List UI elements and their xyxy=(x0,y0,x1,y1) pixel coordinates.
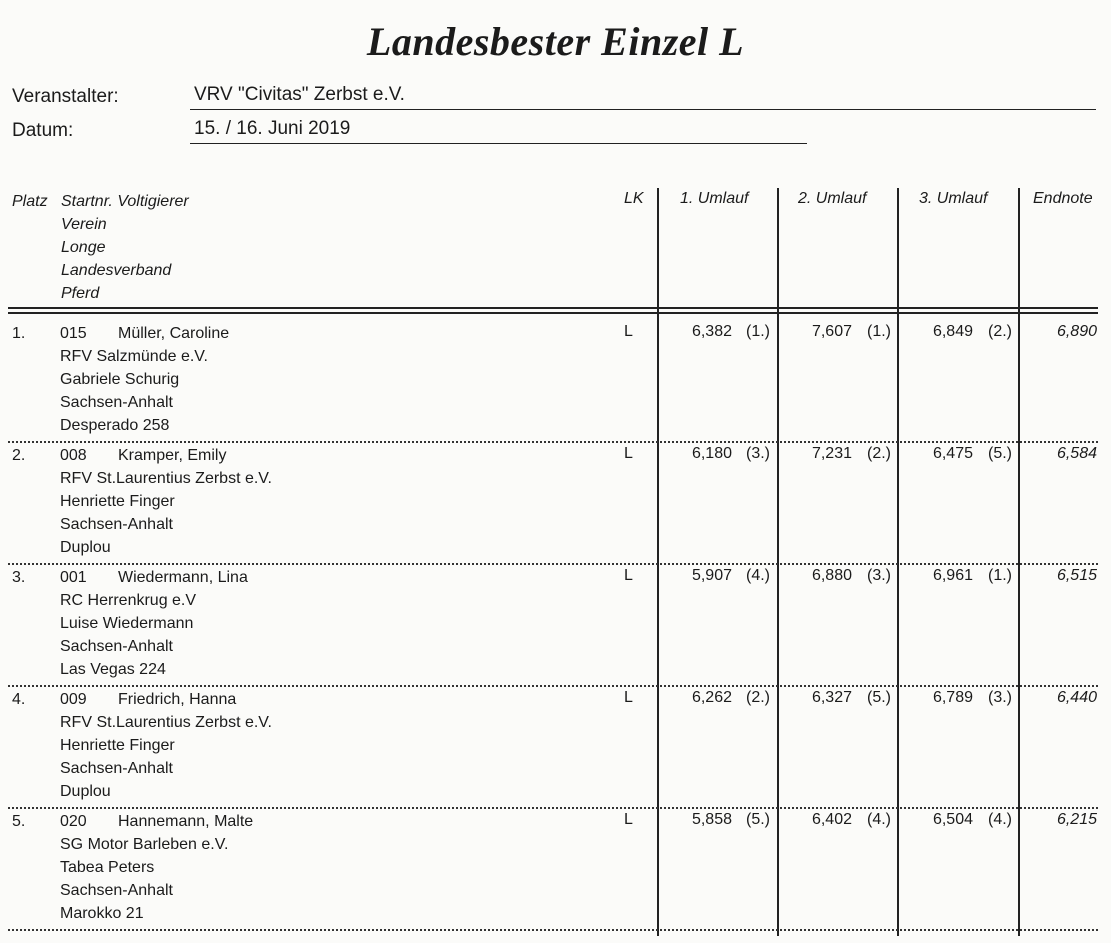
row-pferd: Desperado 258 xyxy=(60,417,170,434)
row-platz: 5. xyxy=(12,813,26,830)
row-rider-name: Friedrich, Hanna xyxy=(118,691,237,708)
row-longe: Gabriele Schurig xyxy=(60,371,180,388)
row-startnr: 015 xyxy=(60,325,87,342)
row-lk: L xyxy=(624,811,633,828)
row-rank-umlauf-3: (5.) xyxy=(988,445,1012,462)
row-pferd: Duplou xyxy=(60,783,111,800)
row-separator xyxy=(8,685,1098,687)
organizer-value: VRV "Civitas" Zerbst e.V. xyxy=(194,84,405,105)
row-endnote: 6,440 xyxy=(1056,689,1097,706)
header-umlauf-3: 3. Umlauf xyxy=(919,190,988,207)
header-pferd: Pferd xyxy=(61,285,100,302)
row-startnr: 009 xyxy=(60,691,87,708)
row-rank-umlauf-3: (3.) xyxy=(988,689,1012,706)
row-lk: L xyxy=(624,567,633,584)
header-umlauf-1: 1. Umlauf xyxy=(680,190,749,207)
row-score-umlauf-3: 6,961 xyxy=(932,567,973,584)
date-underline xyxy=(190,143,807,144)
header-platz: Platz xyxy=(12,193,48,210)
row-verein: RFV Salzmünde e.V. xyxy=(60,348,208,365)
row-longe: Henriette Finger xyxy=(60,493,175,510)
organizer-underline xyxy=(190,109,1096,110)
row-score-umlauf-1: 6,262 xyxy=(691,689,732,706)
row-startnr: 008 xyxy=(60,447,87,464)
row-rank-umlauf-1: (2.) xyxy=(746,689,770,706)
row-score-umlauf-1: 6,180 xyxy=(691,445,732,462)
row-lk: L xyxy=(624,689,633,706)
date-value: 15. / 16. Juni 2019 xyxy=(194,118,351,139)
row-endnote: 6,215 xyxy=(1056,811,1097,828)
row-landesverband: Sachsen-Anhalt xyxy=(60,638,173,655)
row-pferd: Duplou xyxy=(60,539,111,556)
row-score-umlauf-2: 7,231 xyxy=(811,445,852,462)
organizer-label: Veranstalter: xyxy=(12,86,119,107)
row-rider-name: Kramper, Emily xyxy=(118,447,227,464)
row-platz: 1. xyxy=(12,325,26,342)
row-longe: Henriette Finger xyxy=(60,737,175,754)
row-longe: Tabea Peters xyxy=(60,859,155,876)
row-score-umlauf-3: 6,504 xyxy=(932,811,973,828)
page-title: Landesbester Einzel L xyxy=(366,19,745,64)
row-rank-umlauf-1: (5.) xyxy=(746,811,770,828)
row-separator xyxy=(8,563,1098,565)
row-rank-umlauf-1: (4.) xyxy=(746,567,770,584)
header-startnr-voltigierer: Startnr. Voltigierer xyxy=(61,193,189,210)
row-rank-umlauf-2: (3.) xyxy=(867,567,891,584)
row-rank-umlauf-2: (2.) xyxy=(867,445,891,462)
row-score-umlauf-3: 6,849 xyxy=(932,323,973,340)
row-startnr: 001 xyxy=(60,569,87,586)
header-verein: Verein xyxy=(61,216,107,233)
row-separator xyxy=(8,929,1098,931)
row-score-umlauf-1: 5,858 xyxy=(691,811,732,828)
row-landesverband: Sachsen-Anhalt xyxy=(60,760,173,777)
header-lk: LK xyxy=(624,190,644,207)
row-pferd: Marokko 21 xyxy=(60,905,144,922)
row-pferd: Las Vegas 224 xyxy=(60,661,166,678)
column-divider xyxy=(1018,188,1020,936)
row-lk: L xyxy=(624,445,633,462)
row-landesverband: Sachsen-Anhalt xyxy=(60,394,173,411)
row-rank-umlauf-2: (5.) xyxy=(867,689,891,706)
row-score-umlauf-3: 6,475 xyxy=(932,445,973,462)
row-score-umlauf-3: 6,789 xyxy=(932,689,973,706)
row-score-umlauf-2: 6,880 xyxy=(811,567,852,584)
row-endnote: 6,890 xyxy=(1056,323,1097,340)
row-startnr: 020 xyxy=(60,813,87,830)
date-label: Datum: xyxy=(12,120,74,141)
row-verein: SG Motor Barleben e.V. xyxy=(60,836,229,853)
row-landesverband: Sachsen-Anhalt xyxy=(60,516,173,533)
row-score-umlauf-1: 5,907 xyxy=(691,567,732,584)
row-longe: Luise Wiedermann xyxy=(60,615,194,632)
header-rule xyxy=(8,307,1098,309)
row-score-umlauf-1: 6,382 xyxy=(691,323,732,340)
row-verein: RFV St.Laurentius Zerbst e.V. xyxy=(60,470,272,487)
row-rank-umlauf-3: (4.) xyxy=(988,811,1012,828)
row-platz: 3. xyxy=(12,569,26,586)
header-rule xyxy=(8,312,1098,314)
row-rank-umlauf-1: (3.) xyxy=(746,445,770,462)
row-platz: 2. xyxy=(12,447,26,464)
row-separator xyxy=(8,441,1098,443)
row-score-umlauf-2: 7,607 xyxy=(811,323,852,340)
row-score-umlauf-2: 6,402 xyxy=(811,811,852,828)
row-rank-umlauf-3: (1.) xyxy=(988,567,1012,584)
row-score-umlauf-2: 6,327 xyxy=(811,689,852,706)
column-divider xyxy=(897,188,899,936)
column-divider xyxy=(777,188,779,936)
row-platz: 4. xyxy=(12,691,26,708)
header-longe: Longe xyxy=(61,239,106,256)
row-verein: RC Herrenkrug e.V xyxy=(60,592,197,609)
column-divider xyxy=(657,188,659,936)
row-lk: L xyxy=(624,323,633,340)
row-rank-umlauf-1: (1.) xyxy=(746,323,770,340)
row-rank-umlauf-3: (2.) xyxy=(988,323,1012,340)
row-separator xyxy=(8,807,1098,809)
row-landesverband: Sachsen-Anhalt xyxy=(60,882,173,899)
row-rider-name: Wiedermann, Lina xyxy=(118,569,248,586)
row-endnote: 6,584 xyxy=(1056,445,1097,462)
row-rank-umlauf-2: (1.) xyxy=(867,323,891,340)
header-umlauf-2: 2. Umlauf xyxy=(798,190,867,207)
header-landesverband: Landesverband xyxy=(61,262,172,279)
row-verein: RFV St.Laurentius Zerbst e.V. xyxy=(60,714,272,731)
header-endnote: Endnote xyxy=(1033,190,1093,207)
row-rider-name: Hannemann, Malte xyxy=(118,813,254,830)
row-rider-name: Müller, Caroline xyxy=(118,325,230,342)
row-rank-umlauf-2: (4.) xyxy=(867,811,891,828)
row-endnote: 6,515 xyxy=(1056,567,1097,584)
